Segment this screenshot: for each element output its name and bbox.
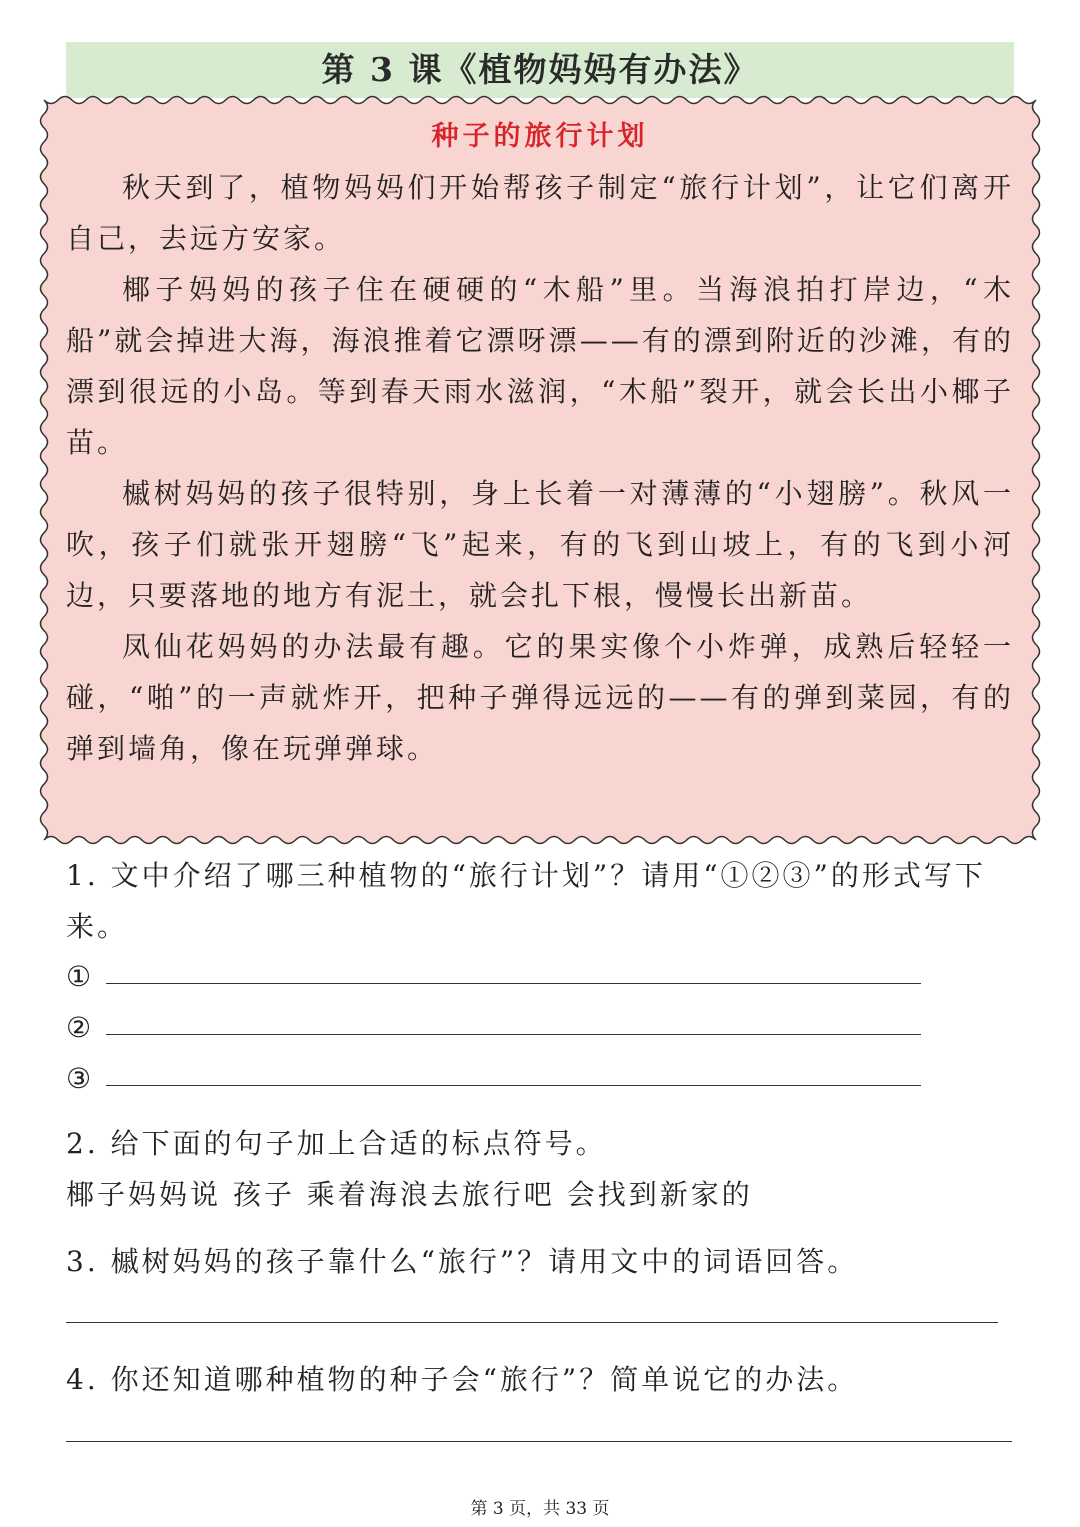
question-2-sentence: 椰子妈妈说 孩子 乘着海浪去旅行吧 会找到新家的 bbox=[66, 1178, 753, 1211]
answer-line-q3[interactable] bbox=[66, 1322, 998, 1323]
answer-line-3[interactable] bbox=[66, 1053, 91, 1104]
circled-number: ③ bbox=[66, 1062, 92, 1095]
reading-passage bbox=[66, 112, 1014, 774]
page-number: 第 3 页，共 33 页 bbox=[470, 1499, 610, 1519]
question-1: 1. 文中介绍了哪三种植物的“旅行计划”？请用“①②③”的形式写下来。 bbox=[66, 859, 986, 943]
passage-paragraph: 秋天到了，植物妈妈们开始帮孩子制定“旅行计划”，让它们离开自己，去远方安家。 bbox=[66, 171, 1014, 255]
answer-line-2[interactable] bbox=[66, 1002, 91, 1053]
question-3: 3. 槭树妈妈的孩子靠什么“旅行”？请用文中的词语回答。 bbox=[66, 1245, 859, 1278]
circled-number: ② bbox=[66, 1011, 92, 1044]
question-4: 4. 你还知道哪种植物的种子会“旅行”？简单说它的办法。 bbox=[66, 1363, 859, 1396]
circled-number: ① bbox=[66, 960, 92, 993]
passage-paragraph: 槭树妈妈的孩子很特别，身上长着一对薄薄的“小翅膀”。秋风一吹，孩子们就张开翅膀“飞”起来，有的飞到山坡上，有的飞到小河边，只要落地的地方有泥土，就会扎下根，慢慢长出新苗。 bbox=[66, 477, 1014, 612]
question-2: 2. 给下面的句子加上合适的标点符号。 bbox=[66, 1127, 607, 1160]
lesson-title: 第 3 课《植物妈妈有办法》 bbox=[66, 42, 1014, 98]
passage-paragraph: 椰子妈妈的孩子住在硬硬的“木船”里。当海浪拍打岸边，“木船”就会掉进大海，海浪推着它漂呀漂——有的漂到附近的沙滩，有的漂到很远的小岛。等到春天雨水滋润，“木船”裂开，就会长出小椰子苗。 bbox=[66, 273, 1014, 459]
answer-line-1[interactable] bbox=[66, 951, 91, 1002]
passage-title: 种子的旅行计划 bbox=[431, 121, 649, 152]
passage-paragraph: 凤仙花妈妈的办法最有趣。它的果实像个小炸弹，成熟后轻轻一碰，“啪”的一声就炸开，把种子弹得远远的——有的弹到菜园，有的弹到墙角，像在玩弹弹球。 bbox=[66, 630, 1014, 765]
answer-line-q4[interactable] bbox=[66, 1441, 1012, 1442]
